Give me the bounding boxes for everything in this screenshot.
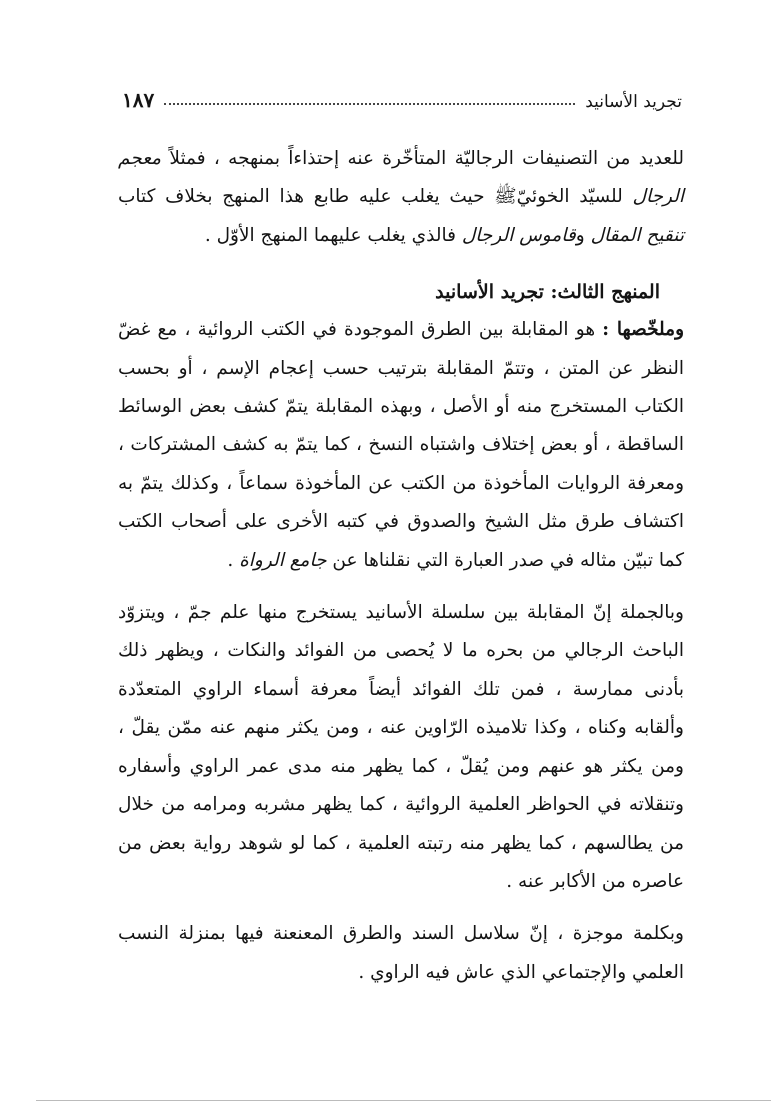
honorific-glyph: ﷺ <box>494 186 517 208</box>
paragraph-3 <box>118 594 684 901</box>
body-text <box>118 140 684 992</box>
heading-label: المنهج الثالث: <box>550 281 660 304</box>
section-heading <box>118 273 684 311</box>
dot-leader <box>164 103 575 105</box>
text-run: وبالجملة إنّ المقابلة بين سلسلة الأسانيد يستخرج منها علم جمّ ، ويتزوّد الباحث الرجالي من بحره ما لا يُحصى من الفوائد والنكات ، ويظهر ذلك بأدنى ممارسة ، فمن تلك الفوائد أيضاً معرفة أسماء الراوي المتعدّدة وألقابه وكناه ، وكذا تلاميذه الرّاوين عنه ، ومن يكثر منهم عنه ممّن يقلّ ، ومن يكثر هو عنهم ومن يُقلّ ، كما يظهر منه مدى عمر الراوي وأسفاره وتنقلاته في الحواظر العلمية الروائية ، كما يظهر مشربه ومرامه من خلال من يطالسهم ، كما يظهر منه رتبته العلمية ، كما لو شوهد رواية بعض من عاصره من الأكابر عنه . <box>118 602 684 892</box>
book-title-jami-al-ruwat: جامع الرواة <box>239 549 327 571</box>
page-header <box>122 80 682 112</box>
book-title-tanqih-al-maqal: تنقيح المقال <box>590 224 684 246</box>
scan-edge-line <box>36 1100 771 1101</box>
text-run: فالذي يغلب عليهما المنهج الأوّل . <box>204 224 462 246</box>
paragraph-1 <box>118 140 684 255</box>
book-title-mujam-al-rijal: معجم الرجال <box>118 148 684 208</box>
text-run: وبكلمة موجزة ، إنّ سلاسل السند والطرق المعنعنة فيها بمنزلة النسب العلمي والإجتماعي الذي عاش فيه الراوي . <box>118 923 684 983</box>
running-title: تجريد الأسانيد <box>585 92 682 112</box>
text-run: . <box>227 549 240 571</box>
text-run: حيث يغلب عليه طابع هذا المنهج بخلاف كتاب <box>118 186 495 208</box>
text-run: و <box>575 224 591 246</box>
paragraph-lead: وملخّصها : <box>602 319 685 341</box>
paragraph-2 <box>118 311 684 580</box>
paragraph-4 <box>118 915 684 992</box>
book-title-qamus-al-rijal: قاموس الرجال <box>461 224 576 246</box>
text-run: للسيّد الخوئيّ <box>516 186 633 208</box>
page-number: ١٨٧ <box>122 88 155 112</box>
text-run: هو المقابلة بين الطرق الموجودة في الكتب الروائية ، مع غضّ النظر عن المتن ، وتتمّ المقابلة بترتيب حسب إعجام الإسم ، أو بحسب الكتاب المستخرج منه أو الأصل ، وبهذه المقابلة يتمّ كشف بعض الوسائط الساقطة ، أو بعض إختلاف واشتباه النسخ ، كما يتمّ به كشف المشتركات ، ومعرفة الروايات المأخوذة من الكتب عن المأخوذة سماعاً ، وكذلك يتمّ به اكتشاف طرق مثل الشيخ والصدوق في كتبه الأخرى على أصحاب الكتب كما تبيّن مثاله في صدر العبارة التي نقلناها عن <box>118 319 684 571</box>
heading-title: تجريد الأسانيد <box>435 281 551 304</box>
text-run: للعديد من التصنيفات الرجاليّة المتأخّرة عنه إحتذاءاً بمنهجه ، فمثلاً <box>161 148 684 169</box>
